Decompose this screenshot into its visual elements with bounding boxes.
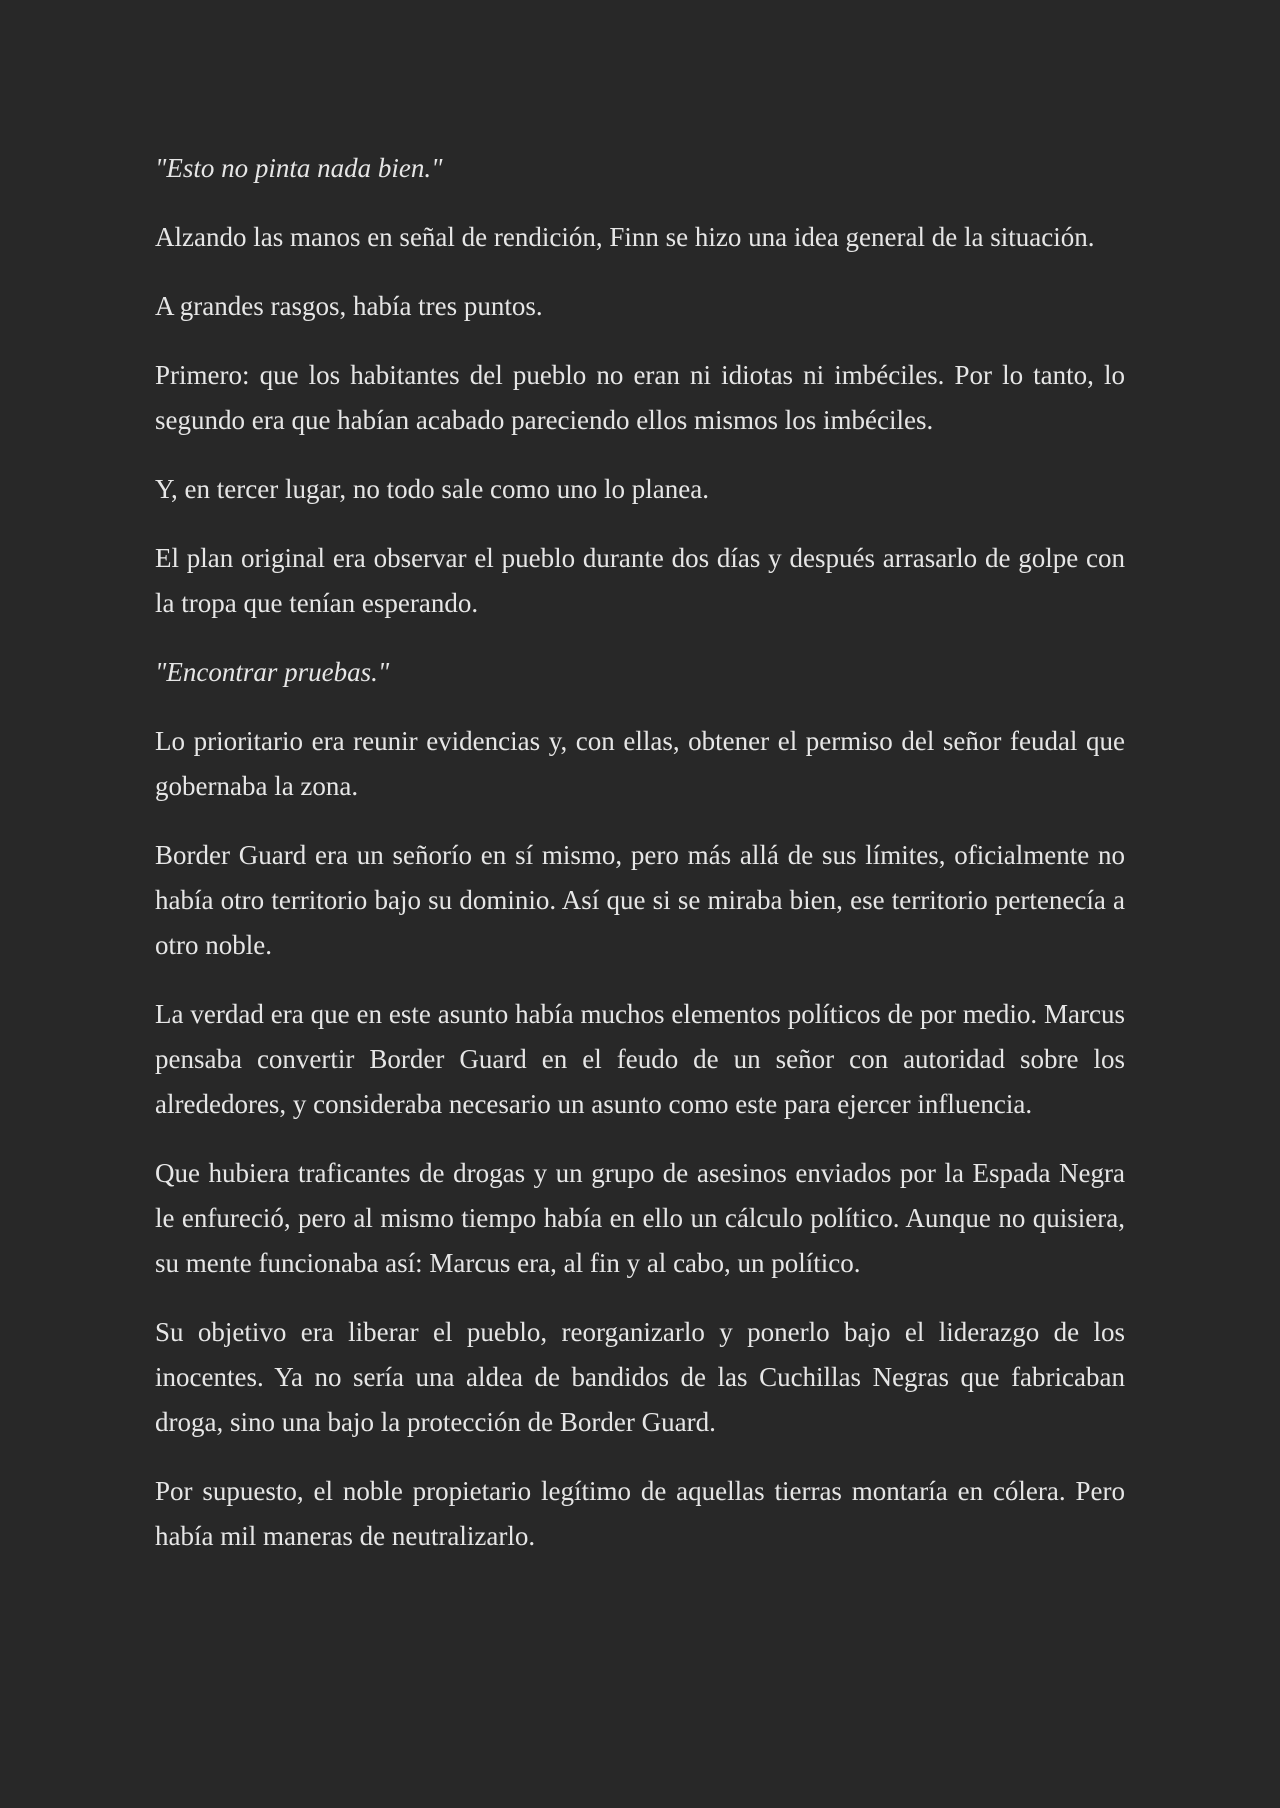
dialogue-paragraph: "Encontrar pruebas.": [155, 657, 390, 687]
dialogue-paragraph: "Esto no pinta nada bien.": [155, 153, 443, 183]
text-paragraph: Lo prioritario era reunir evidencias y, con ellas, obtener el permiso del señor feudal que gobernaba la zona.: [155, 726, 1125, 801]
text-paragraph: Alzando las manos en señal de rendición, Finn se hizo una idea general de la situación.: [155, 222, 1095, 252]
text-paragraph: Border Guard era un señorío en sí mismo, pero más allá de sus límites, oficialmente no había otro territorio bajo su dominio. Así que si se miraba bien, ese territorio pertenecía a otro noble.: [155, 840, 1125, 960]
text-paragraph: Primero: que los habitantes del pueblo no eran ni idiotas ni imbéciles. Por lo tanto, lo segundo era que habían acabado pareciendo ellos mismos los imbéciles.: [155, 360, 1125, 435]
text-paragraph: Que hubiera traficantes de drogas y un grupo de asesinos enviados por la Espada Negra le enfureció, pero al mismo tiempo había en ello un cálculo político. Aunque no quisiera, su mente funcionaba así: Marcus era, al fin y al cabo, un político.: [155, 1158, 1125, 1278]
text-paragraph: A grandes rasgos, había tres puntos.: [155, 291, 543, 321]
text-paragraph: La verdad era que en este asunto había muchos elementos políticos de por medio. Marcus pensaba convertir Border Guard en el feudo de un señor con autoridad sobre los alrededores, y consideraba necesario un asunto como este para ejercer influencia.: [155, 999, 1125, 1119]
text-paragraph: Y, en tercer lugar, no todo sale como uno lo planea.: [155, 474, 710, 504]
text-paragraph: Por supuesto, el noble propietario legítimo de aquellas tierras montaría en cólera. Pero había mil maneras de neutralizarlo.: [155, 1476, 1125, 1551]
text-paragraph: El plan original era observar el pueblo durante dos días y después arrasarlo de golpe con la tropa que tenían esperando.: [155, 543, 1125, 618]
text-paragraph: Su objetivo era liberar el pueblo, reorganizarlo y ponerlo bajo el liderazgo de los inocentes. Ya no sería una aldea de bandidos de las Cuchillas Negras que fabricaban droga, sino una bajo la protección de Border Guard.: [155, 1317, 1125, 1437]
